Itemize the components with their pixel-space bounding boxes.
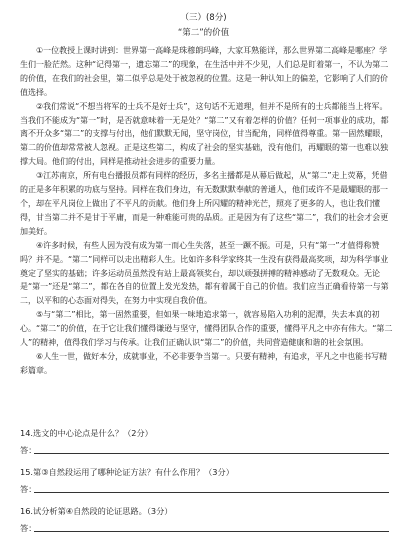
paragraph-1: ①一位教授上课时讲到：世界第一高峰是珠穆朗玛峰，大家耳熟能详，那么世界第二高峰是哪座？学生们一脸茫然。这种“记得第一，遗忘第二”的现象，在生活中并不少见，人们总是盯着第一，不认为第二的价值，在我们的社会里，第二似乎总是处于被忽视的位置。这是一种认知上的偏差，它影响了人们的价值选择。 bbox=[20, 46, 389, 97]
question-prompt: 14.选文的中心论点是什么？（2分） bbox=[20, 428, 153, 438]
paragraph-3: ③江苏南京，所有电台播报员都有同样的经历，多名主播都是从幕后做起，从“第二”走上荧幕，凭借的正是多年积累的功底与坚持。同样在我们身边，有无数默默奉献的普通人，他们或许不是最耀眼的那一个，却在平凡岗位上做出了不平凡的贡献。他们身上所闪耀的精神光芒，照亮了更多的人，也让我们懂得，甘当第二并不是甘于平庸，而是一种难能可贵的品质。正是因为有了这些“第二”，我们的社会才会更加美好。 bbox=[20, 171, 389, 236]
question-14 bbox=[20, 427, 395, 466]
paragraph-2: ②我们常说“不想当将军的士兵不是好士兵”，这句话不无道理，但并不是所有的士兵都能当上将军。当我们不能成为“第一”时，是否就意味着一无是处？“第二”又有着怎样的价值？任何一项事业的成功，都离不开众多“第二”的支撑与付出，他们默默无闻，坚守岗位，甘当配角，同样值得尊重。第一固然耀眼，第二的价值却常常被人忽视。正是这些第二，构成了社会的坚实基础，没有他们，再耀眼的第一也难以独撑大局。他们的付出，同样是推动社会进步的重要力量。 bbox=[20, 101, 389, 167]
section-label: （三）(8分) bbox=[180, 13, 227, 23]
paragraph-4: ④许多时候，有些人因为没有成为第一而心生失落，甚至一蹶不振。可是，只有“第一”才值得称赞吗？并不是。“第二”同样可以走出精彩人生。比如许多科学家终其一生没有获得最高奖项，却为科学事业奠定了坚实的基础；许多运动员虽然没有站上最高领奖台，却以顽强拼搏的精神感动了无数观众。无论是“第一”还是“第二”，都在各自的位置上发光发热，都有着属于自己的价值。我们应当正确看待第一与第二，以平和的心态面对得失，在努力中实现自我价值。 bbox=[20, 240, 389, 306]
answer-line bbox=[34, 531, 389, 532]
answer-line bbox=[34, 453, 389, 454]
article-body bbox=[20, 44, 395, 378]
question-list bbox=[20, 427, 395, 544]
question-15 bbox=[20, 466, 395, 505]
paragraph-5: ⑤与“第二”相比，第一固然重要，但如果一味地追求第一，就容易陷入功利的泥潭，失去本真的初心。“第二”的价值，在于它让我们懂得谦逊与坚守，懂得团队合作的重要，懂得平凡之中亦有伟大。“第二人”的精神，值得我们学习与传承。让我们正确认识“第二”的价值，共同营造健康和谐的社会氛围。 bbox=[20, 310, 393, 348]
question-prompt: 16.试分析第④自然段的论证思路。（3分） bbox=[20, 506, 173, 516]
question-prompt: 15.第③自然段运用了哪种论证方法？有什么作用？（3分） bbox=[20, 467, 234, 477]
answer-area[interactable] bbox=[20, 483, 395, 495]
paragraph-6: ⑥人生一世，做好本分，成就事业，不必非要争当第一。只要有精神，有追求，平凡之中也能书写精彩篇章。 bbox=[20, 351, 388, 375]
answer-label: 答： bbox=[20, 484, 37, 494]
answer-area[interactable] bbox=[20, 522, 395, 534]
answer-area[interactable] bbox=[20, 444, 395, 456]
answer-line bbox=[34, 492, 389, 493]
article-title: “第二”的价值 bbox=[177, 28, 230, 38]
answer-label: 答： bbox=[20, 445, 37, 455]
answer-label: 答： bbox=[20, 523, 37, 533]
question-16 bbox=[20, 505, 395, 544]
